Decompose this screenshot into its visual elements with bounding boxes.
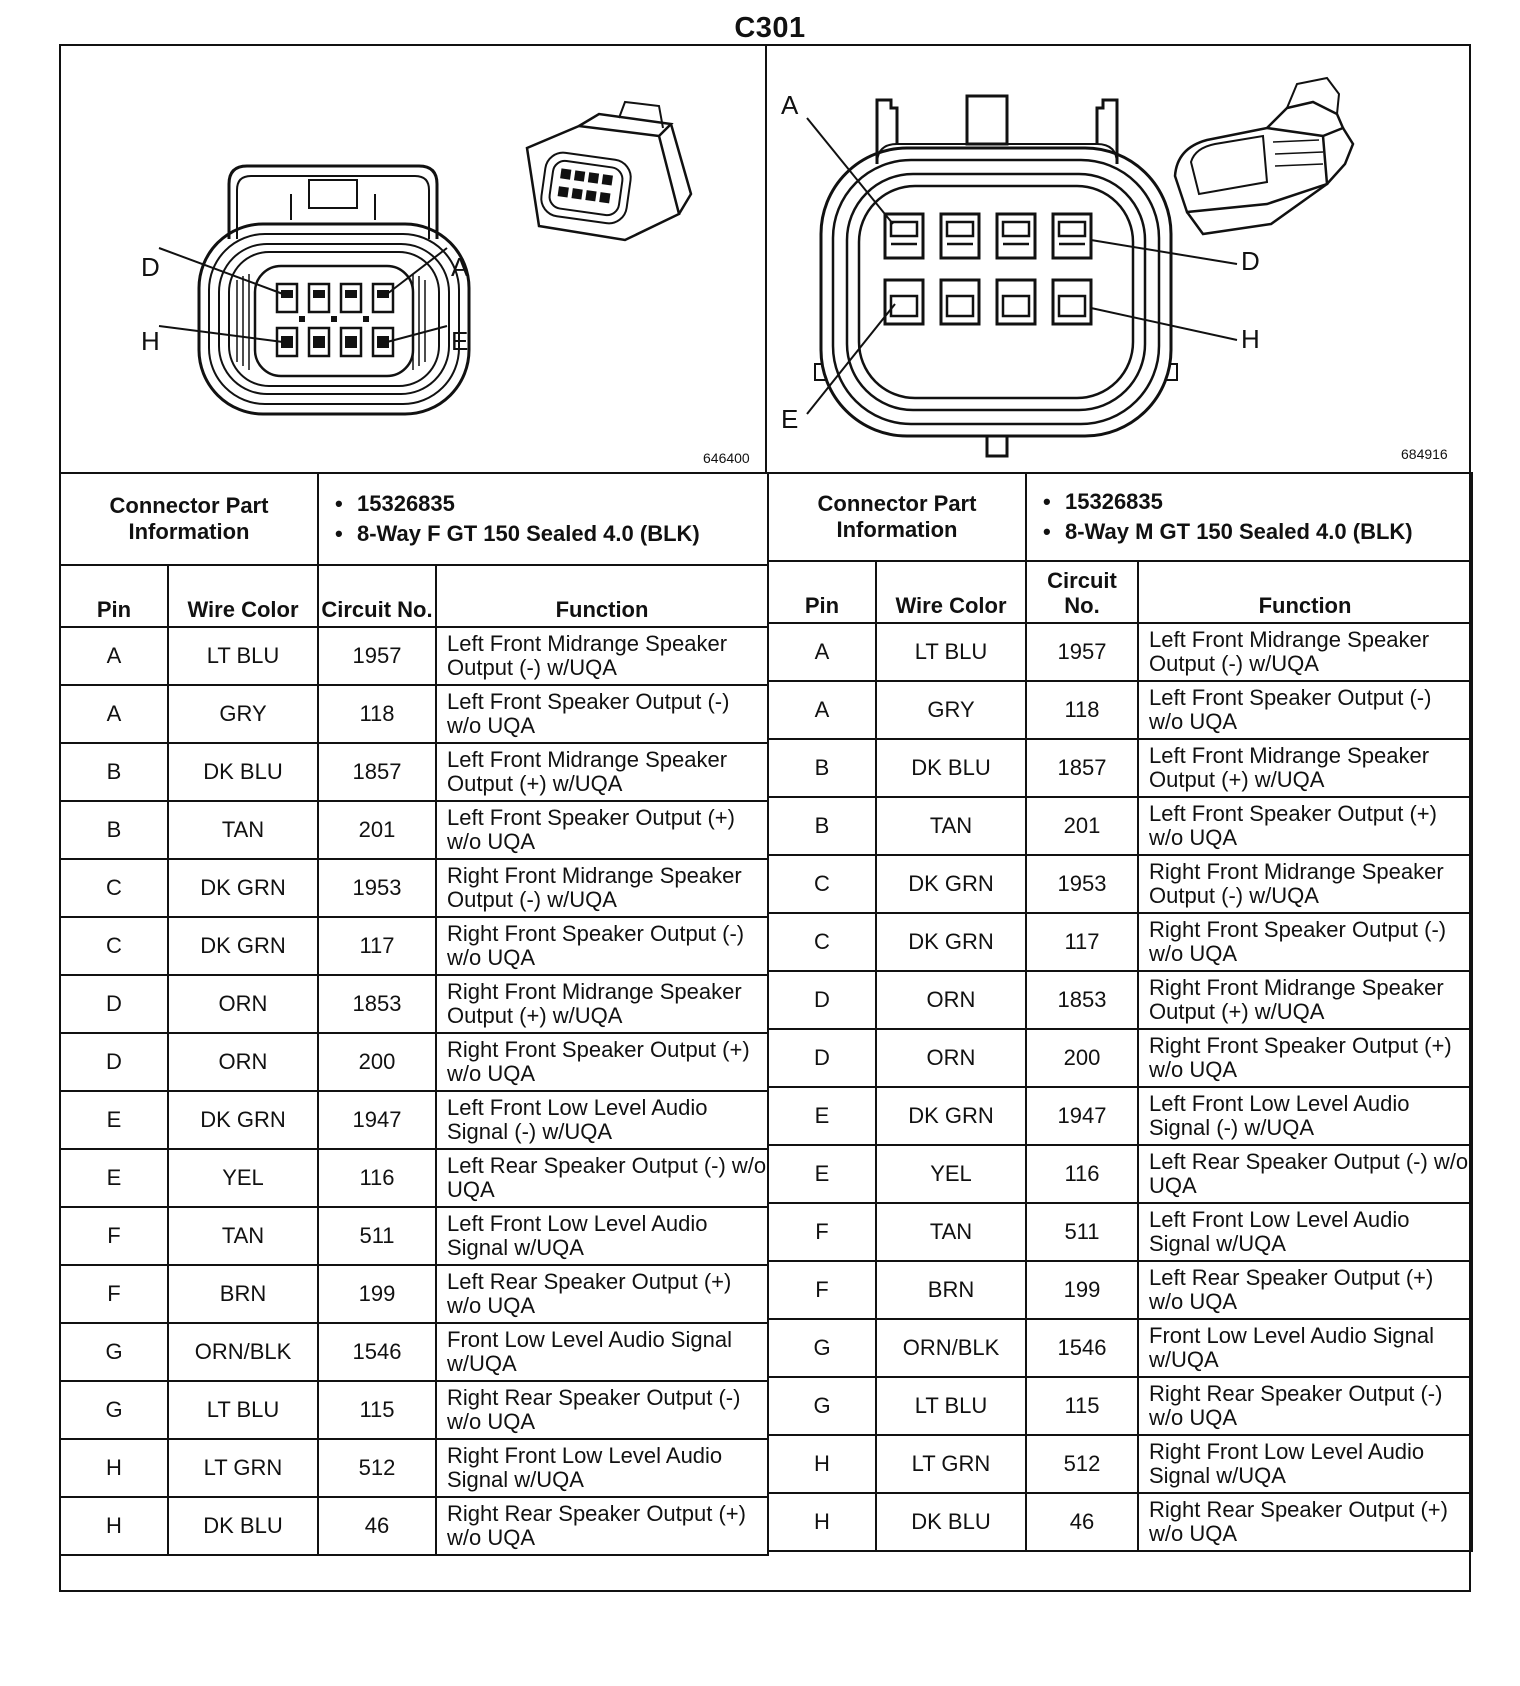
pin-cell: E [768,1087,876,1145]
function-cell: Front Low Level Audio Signal w/UQA [1138,1319,1472,1377]
wire-color-cell: DK BLU [168,1497,318,1555]
circuit-cell: 115 [318,1381,436,1439]
pin-cell: A [768,623,876,681]
pin-cell: C [60,917,168,975]
table-row [768,1087,1472,1145]
table-row [60,1033,768,1091]
pin-cell: F [60,1265,168,1323]
function-cell: Right Front Midrange Speaker Output (+) w/UQA [1138,971,1472,1029]
table-row [60,627,768,685]
circuit-cell: 46 [1026,1493,1138,1551]
connector-description: • 8-Way F GT 150 Sealed 4.0 (BLK) [357,521,767,547]
connector-info-row [60,473,768,565]
pin-label-a: A [451,252,469,282]
pin-cell: A [768,681,876,739]
function-cell: Left Front Midrange Speaker Output (-) w/UQA [1138,623,1472,681]
table-header-row [60,565,768,627]
pin-cell: F [60,1207,168,1265]
connector-part-number: • 15326835 [357,491,767,517]
function-cell: Right Front Midrange Speaker Output (-) w/UQA [1138,855,1472,913]
table-row [60,743,768,801]
wire-color-cell: LT BLU [168,627,318,685]
circuit-cell: 1857 [1026,739,1138,797]
table-row [768,739,1472,797]
wire-color-cell: DK GRN [876,855,1026,913]
pin-cell: G [60,1323,168,1381]
pin-cell: E [60,1149,168,1207]
wire-color-cell: TAN [876,1203,1026,1261]
header-wire-color: Wire Color [168,565,318,627]
table-row [768,855,1472,913]
function-cell: Front Low Level Audio Signal w/UQA [436,1323,768,1381]
wire-color-cell: DK GRN [876,1087,1026,1145]
function-cell: Left Front Low Level Audio Signal (-) w/UQA [436,1091,768,1149]
table-row [60,1497,768,1555]
pin-label-a: A [781,90,799,120]
table-row [60,917,768,975]
wire-color-cell: ORN [876,1029,1026,1087]
circuit-cell: 1857 [318,743,436,801]
header-function: Function [1138,561,1472,623]
connector-info-list [1026,473,1472,561]
wire-color-cell: DK GRN [168,1091,318,1149]
circuit-cell: 512 [318,1439,436,1497]
circuit-cell: 200 [318,1033,436,1091]
left-pinout-table [59,472,769,1556]
connector-part-number: • 15326835 [1065,489,1471,515]
table-row [768,623,1472,681]
right-pinout-table [767,472,1473,1552]
wire-color-cell: TAN [168,801,318,859]
function-cell: Left Front Speaker Output (-) w/o UQA [1138,681,1472,739]
circuit-cell: 200 [1026,1029,1138,1087]
function-cell: Right Rear Speaker Output (-) w/o UQA [436,1381,768,1439]
connector-description: • 8-Way M GT 150 Sealed 4.0 (BLK) [1065,519,1471,545]
function-cell: Left Front Speaker Output (-) w/o UQA [436,685,768,743]
table-row [768,797,1472,855]
wire-color-cell: DK BLU [876,739,1026,797]
function-cell: Left Front Midrange Speaker Output (+) w/UQA [436,743,768,801]
pin-cell: B [768,797,876,855]
table-row [768,971,1472,1029]
table-row [60,975,768,1033]
wire-color-cell: TAN [168,1207,318,1265]
table-row [768,1203,1472,1261]
function-cell: Right Front Speaker Output (-) w/o UQA [436,917,768,975]
header-wire-color: Wire Color [876,561,1026,623]
pin-cell: D [60,975,168,1033]
circuit-cell: 116 [318,1149,436,1207]
function-cell: Left Front Low Level Audio Signal w/UQA [436,1207,768,1265]
left-figure-ref: 646400 [703,450,750,466]
circuit-cell: 117 [318,917,436,975]
function-cell: Right Front Speaker Output (-) w/o UQA [1138,913,1472,971]
table-row [60,801,768,859]
pin-cell: D [60,1033,168,1091]
pin-label-e: E [781,404,799,434]
pin-cell: G [768,1319,876,1377]
function-cell: Right Rear Speaker Output (+) w/o UQA [1138,1493,1472,1551]
table-row [768,1435,1472,1493]
table-row [60,1265,768,1323]
connector-info-row [768,473,1472,561]
pin-cell: A [60,685,168,743]
wire-color-cell: LT BLU [876,623,1026,681]
circuit-cell: 199 [1026,1261,1138,1319]
table-row [60,685,768,743]
circuit-cell: 201 [318,801,436,859]
pin-cell: H [60,1497,168,1555]
pin-label-d: D [1241,246,1260,276]
pin-cell: B [60,801,168,859]
function-cell: Left Rear Speaker Output (+) w/o UQA [436,1265,768,1323]
circuit-cell: 1546 [1026,1319,1138,1377]
table-row [768,1493,1472,1551]
pin-cell: F [768,1261,876,1319]
pin-cell: F [768,1203,876,1261]
function-cell: Right Front Speaker Output (+) w/o UQA [436,1033,768,1091]
pin-cell: H [768,1435,876,1493]
wire-color-cell: ORN [168,1033,318,1091]
table-row [768,1319,1472,1377]
circuit-cell: 1853 [318,975,436,1033]
pin-cell: E [60,1091,168,1149]
function-cell: Right Front Speaker Output (+) w/o UQA [1138,1029,1472,1087]
circuit-cell: 201 [1026,797,1138,855]
function-cell: Left Front Speaker Output (+) w/o UQA [1138,797,1472,855]
table-row [60,1439,768,1497]
table-row [60,1207,768,1265]
pin-cell: B [768,739,876,797]
connector-info-label: Connector Part Information [768,473,1026,561]
pin-cell: E [768,1145,876,1203]
pin-cell: G [768,1377,876,1435]
wire-color-cell: BRN [168,1265,318,1323]
wire-color-cell: ORN [168,975,318,1033]
table-row [60,1149,768,1207]
table-header-row [768,561,1472,623]
circuit-cell: 118 [318,685,436,743]
connector-info-list [318,473,768,565]
function-cell: Right Front Low Level Audio Signal w/UQA [1138,1435,1472,1493]
pin-cell: D [768,971,876,1029]
wire-color-cell: LT GRN [168,1439,318,1497]
pin-cell: B [60,743,168,801]
function-cell: Right Front Midrange Speaker Output (-) w/UQA [436,859,768,917]
right-connector-panel [767,44,1471,474]
table-row [768,1377,1472,1435]
table-row [60,1323,768,1381]
wire-color-cell: DK BLU [876,1493,1026,1551]
wire-color-cell: YEL [876,1145,1026,1203]
circuit-cell: 1947 [318,1091,436,1149]
female-connector-drawing [59,44,767,474]
function-cell: Right Rear Speaker Output (-) w/o UQA [1138,1377,1472,1435]
circuit-cell: 116 [1026,1145,1138,1203]
pin-cell: H [60,1439,168,1497]
pin-cell: D [768,1029,876,1087]
function-cell: Left Rear Speaker Output (-) w/o UQA [1138,1145,1472,1203]
circuit-cell: 117 [1026,913,1138,971]
wire-color-cell: LT GRN [876,1435,1026,1493]
function-cell: Right Front Midrange Speaker Output (+) w/UQA [436,975,768,1033]
circuit-cell: 511 [318,1207,436,1265]
function-cell: Left Front Low Level Audio Signal (-) w/UQA [1138,1087,1472,1145]
circuit-cell: 199 [318,1265,436,1323]
circuit-cell: 1546 [318,1323,436,1381]
header-pin: Pin [60,565,168,627]
circuit-cell: 46 [318,1497,436,1555]
function-cell: Right Front Low Level Audio Signal w/UQA [436,1439,768,1497]
function-cell: Right Rear Speaker Output (+) w/o UQA [436,1497,768,1555]
wire-color-cell: ORN [876,971,1026,1029]
male-connector-drawing [767,44,1471,474]
circuit-cell: 511 [1026,1203,1138,1261]
header-function: Function [436,565,768,627]
wire-color-cell: ORN/BLK [876,1319,1026,1377]
wire-color-cell: ORN/BLK [168,1323,318,1381]
pin-cell: C [768,855,876,913]
right-figure-ref: 684916 [1401,446,1448,462]
pin-cell: A [60,627,168,685]
function-cell: Left Rear Speaker Output (-) w/o UQA [436,1149,768,1207]
pin-label-e: E [451,326,469,356]
wire-color-cell: GRY [876,681,1026,739]
table-row [768,913,1472,971]
pin-cell: C [60,859,168,917]
pin-label-h: H [141,326,160,356]
wire-color-cell: DK GRN [876,913,1026,971]
header-pin: Pin [768,561,876,623]
diagram-title: C301 [734,12,806,44]
header-circuit: Circuit No. [318,565,436,627]
table-row [60,859,768,917]
circuit-cell: 1953 [1026,855,1138,913]
circuit-cell: 1957 [1026,623,1138,681]
connector-info-label: Connector Part Information [60,473,318,565]
function-cell: Left Front Speaker Output (+) w/o UQA [436,801,768,859]
table-row [60,1381,768,1439]
function-cell: Left Front Midrange Speaker Output (-) w/UQA [436,627,768,685]
left-connector-panel [59,44,767,474]
circuit-cell: 1953 [318,859,436,917]
circuit-cell: 512 [1026,1435,1138,1493]
wire-color-cell: BRN [876,1261,1026,1319]
pin-label-h: H [1241,324,1260,354]
circuit-cell: 115 [1026,1377,1138,1435]
table-row [768,1029,1472,1087]
pin-cell: H [768,1493,876,1551]
circuit-cell: 118 [1026,681,1138,739]
wire-color-cell: GRY [168,685,318,743]
function-cell: Left Front Midrange Speaker Output (+) w/UQA [1138,739,1472,797]
wire-color-cell: LT BLU [168,1381,318,1439]
pin-cell: C [768,913,876,971]
function-cell: Left Front Low Level Audio Signal w/UQA [1138,1203,1472,1261]
circuit-cell: 1853 [1026,971,1138,1029]
wire-color-cell: YEL [168,1149,318,1207]
wire-color-cell: TAN [876,797,1026,855]
wire-color-cell: DK BLU [168,743,318,801]
wire-color-cell: DK GRN [168,917,318,975]
table-row [60,1091,768,1149]
pin-label-d: D [141,252,160,282]
table-row [768,1261,1472,1319]
wire-color-cell: LT BLU [876,1377,1026,1435]
circuit-cell: 1947 [1026,1087,1138,1145]
circuit-cell: 1957 [318,627,436,685]
pin-cell: G [60,1381,168,1439]
table-row [768,1145,1472,1203]
function-cell: Left Rear Speaker Output (+) w/o UQA [1138,1261,1472,1319]
header-circuit: Circuit No. [1026,561,1138,623]
table-row [768,681,1472,739]
wire-color-cell: DK GRN [168,859,318,917]
